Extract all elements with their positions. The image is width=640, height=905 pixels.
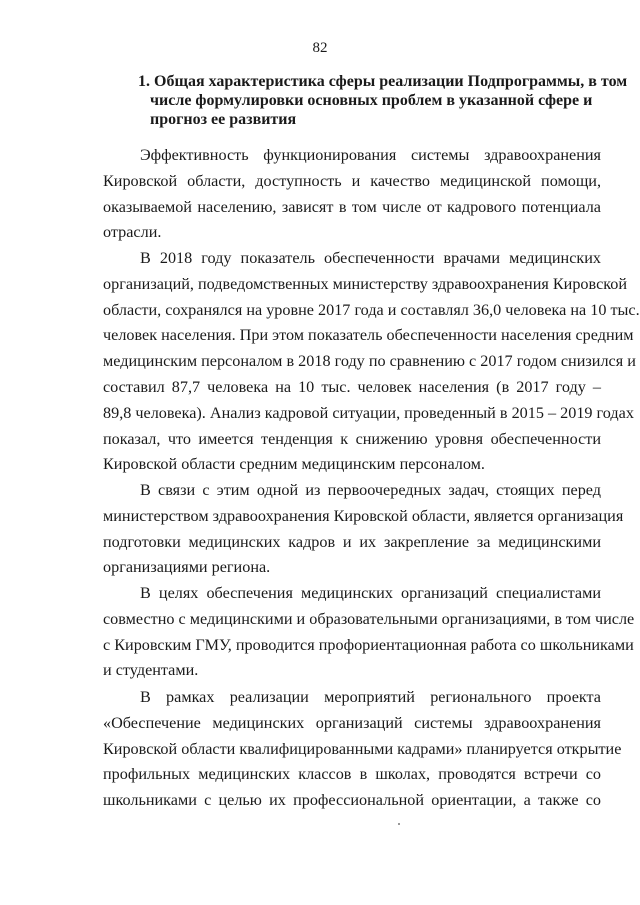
text-line: и студентами. <box>103 661 199 680</box>
text-line: министерством здравоохранения Кировской области, является организация <box>103 506 624 525</box>
heading-line: числе формулировки основных проблем в указанной сфере и <box>150 92 593 109</box>
paragraph-career-guidance <box>103 581 635 684</box>
section-heading <box>138 72 628 129</box>
text-line: организаций, подведомственных министерству здравоохранения Кировской <box>103 274 628 293</box>
text-line: составил 87,7 человека на 10 тыс. человек населения (в 2017 году – <box>103 377 601 396</box>
text-line: отрасли. <box>103 223 162 242</box>
text-line: Кировской области квалифицированными кадрами» планируется открытие <box>103 739 622 758</box>
text-line: Кировской области средним медицинским персоналом. <box>103 455 485 474</box>
text-line: подготовки медицинских кадров и их закрепление за медицинскими <box>103 532 601 551</box>
text-line: 89,8 человека). Анализ кадровой ситуации, проведенный в 2015 – 2019 годах <box>103 403 634 422</box>
heading-line: 1. Общая характеристика сферы реализации Подпрограммы, в том <box>138 73 628 90</box>
text-line: В связи с этим одной из первоочередных задач, стоящих перед <box>140 481 601 499</box>
text-line: с Кировским ГМУ, проводится профориентационная работа со школьниками <box>103 635 634 654</box>
paragraph-regional-project <box>103 685 622 814</box>
text-line: оказываемой населению, зависят в том числе от кадрового потенциала <box>103 197 601 216</box>
text-line: Эффективность функционирования системы здравоохранения <box>140 146 601 164</box>
text-line: совместно с медицинскими и образовательными организациями, в том числе <box>103 609 635 628</box>
text-line: организациями региона. <box>103 558 271 577</box>
paragraph-doctor-provision <box>103 246 640 478</box>
text-line: В 2018 году показатель обеспеченности врачами медицинских <box>140 249 601 267</box>
text-line: «Обеспечение медицинских организаций системы здравоохранения <box>103 713 601 732</box>
text-line: области, сохранялся на уровне 2017 года и составлял 36,0 человека на 10 тыс. <box>103 300 640 319</box>
scan-speck <box>398 823 400 825</box>
page-number: 82 <box>312 40 328 56</box>
heading-line: прогноз ее развития <box>150 111 297 128</box>
text-line: показал, что имеется тенденция к снижению уровня обеспеченности <box>103 429 601 448</box>
paragraph-priority-tasks <box>103 478 624 581</box>
text-line: школьниками с целью их профессиональной ориентации, а также со <box>103 791 601 810</box>
paragraph-staffing-potential <box>103 143 601 246</box>
text-line: Кировской области, доступность и качество медицинской помощи, <box>103 171 601 190</box>
text-line: медицинским персоналом в 2018 году по сравнению с 2017 годом снизился и <box>103 352 636 371</box>
text-line: В целях обеспечения медицинских организаций специалистами <box>140 584 601 602</box>
text-line: В рамках реализации мероприятий регионального проекта <box>140 688 601 706</box>
text-line: человек населения. При этом показатель обеспеченности населения средним <box>103 326 634 345</box>
text-line: профильных медицинских классов в школах, проводятся встречи со <box>103 765 601 784</box>
